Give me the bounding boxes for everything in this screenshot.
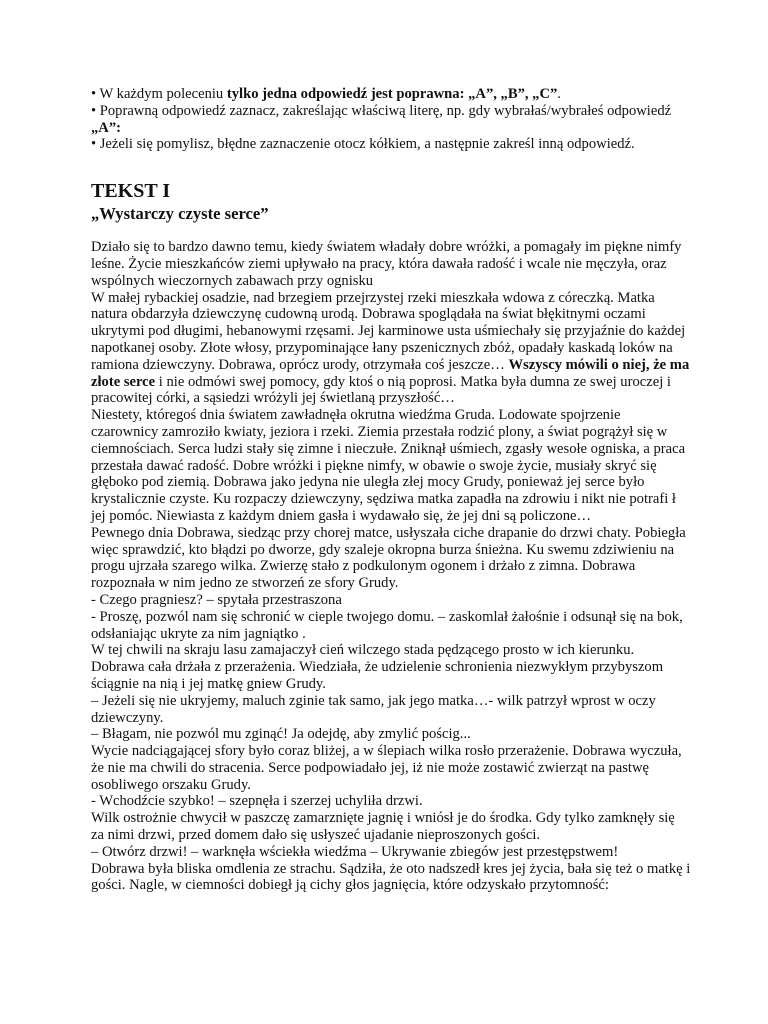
paragraph-4: Pewnego dnia Dobrawa, siedząc przy chorej matce, usłyszała ciche drapanie do drzwi chaty. Pobiegła więc sprawdzić, kto błądzi po dworze, gdy szaleje okropna burza śnieżna. Ku swemu zdziwieniu na progu ujrzała szarego wilka. Zwierzę stało z podkulonym ogonem i drżało z zimna. Dobrawa rozpoznała w nim jedno ze stworzeń ze sfory Grudy.: [91, 524, 686, 592]
dialogue-2: - Proszę, pozwól nam się schronić w cieple twojego domu. – zaskomlał żałośnie i odsunął się na bok, odsłaniając ukryte za nim jagniątko .: [91, 608, 683, 642]
paragraph-5: W tej chwili na skraju lasu zamajaczył cień wilczego stada pędzącego prosto w ich kierunku. Dobrawa cała drżała z przerażenia. Wiedziała, że udzielenie schronienia niezwykłym przybyszom ściągnie na nią i jej matkę gniew Grudy.: [91, 642, 664, 692]
paragraph-3: Niestety, któregoś dnia światem zawładnęła okrutna wiedźma Gruda. Lodowate spojrzenie czarownicy zamroziło kwiaty, jeziora i rzeki. Ziemia przestała rodzić plony, a świat pogrążył się w ciemnościach. Serca ludzi stały się zimne i nieczułe. Zniknął uśmiech, zgasły wesołe ogniska, a praca przestała dawać radość. Dobre wróżki i piękne nimfy, w obawie o swoje życie, musiały skryć się głęboko pod ziemią. Dobrawa jako jedyna nie uległa złej mocy Grudy, ponieważ jej serce było krystalicznie czyste. Ku rozpaczy dziewczyny, sędziwa matka zapadła na zdrowiu i nikt nie potrafi ł jej pomóc. Niewiasta z każdym dniem gasła i wydawało się, że jej dni są policzone…: [91, 407, 686, 524]
instruction-3: • Jeżeli się pomylisz, błędne zaznaczenie otocz kółkiem, a następnie zakreśl inną odpowiedź.: [91, 136, 635, 153]
dialogue-4: – Błagam, nie pozwól mu zginąć! Ja odejdę, aby zmylić pościg...: [91, 726, 471, 743]
paragraph-2: W małej rybackiej osadzie, nad brzegiem przejrzystej rzeki mieszkała wdowa z córeczką. Matka natura obdarzyła dziewczynę cudowną urodą. Dobrawa spoglądała na świat błękitnymi oczami ukrytymi pod długimi, hebanowymi rzęsami. Jej karminowe usta uśmiechały się przyjaźnie do każdej napotkanej osoby. Złote włosy, przypominające łany pszenicznych zbóż, opadały kaskadą loków na ramiona dziewczyny. Dobrawa, oprócz urody, otrzymała coś jeszcze… Wszyscy mówili o niej, że ma złote serce i nie odmówi swej pomocy, gdy ktoś o nią poprosi. Matka była dumna ze swej uroczej i pracowitej córki, a sąsiedzi wróżyli jej świetlaną przyszłość…: [91, 289, 690, 407]
story-text: [91, 239, 691, 894]
paragraph-6: Wycie nadciągającej sfory było coraz bliżej, a w ślepiach wilka rosło przerażenie. Dobrawa wyczuła, że nie ma chwili do stracenia. Serce podpowiadało jej, iż nie może zostawić zwierząt na pastwę osobliwego orszaku Grudy.: [91, 743, 682, 793]
paragraph-8: Dobrawa była bliska omdlenia ze strachu. Sądziła, że oto nadszedł kres jej życia, bała się też o matkę i gości. Nagle, w ciemności dobiegł ją cichy głos jagnięcia, które odzyskało przytomność:: [91, 860, 691, 894]
document-page: [91, 86, 691, 894]
story-title: „Wystarczy czyste serce”: [91, 204, 269, 224]
instructions: [91, 86, 691, 153]
dialogue-5: - Wchodźcie szybko! – szepnęła i szerzej uchyliła drzwi.: [91, 793, 423, 810]
paragraph-1: Działo się to bardzo dawno temu, kiedy światem władały dobre wróżki, a pomagały im piękne nimfy leśne. Życie mieszkańców ziemi upływało na pracy, która dawała radość i wcale nie męczyła, oraz wspólnych wieczornych zabawach przy ognisku: [91, 239, 682, 289]
dialogue-1: - Czego pragniesz? – spytała przestraszona: [91, 591, 342, 608]
instruction-1: • W każdym poleceniu tylko jedna odpowiedź jest poprawna: „A”, „B”, „C”.: [91, 86, 561, 102]
paragraph-7: Wilk ostrożnie chwycił w paszczę zamarznięte jagnię i wniósł je do środka. Gdy tylko zamknęły się za nimi drzwi, przed domem dało się usłyszeć ujadanie nieproszonych gości.: [91, 810, 675, 844]
dialogue-6: – Otwórz drzwi! – warknęła wściekła wiedźma – Ukrywanie zbiegów jest przestępstwem!: [91, 843, 619, 860]
instruction-2: • Poprawną odpowiedź zaznacz, zakreślając właściwą literę, np. gdy wybrałaś/wybrałeś odpowiedź „A”:: [91, 102, 672, 136]
dialogue-3: – Jeżeli się nie ukryjemy, maluch zginie tak samo, jak jego matka…- wilk patrzył wprost w oczy dziewczyny.: [91, 692, 656, 726]
section-title: TEKST I: [91, 180, 171, 203]
